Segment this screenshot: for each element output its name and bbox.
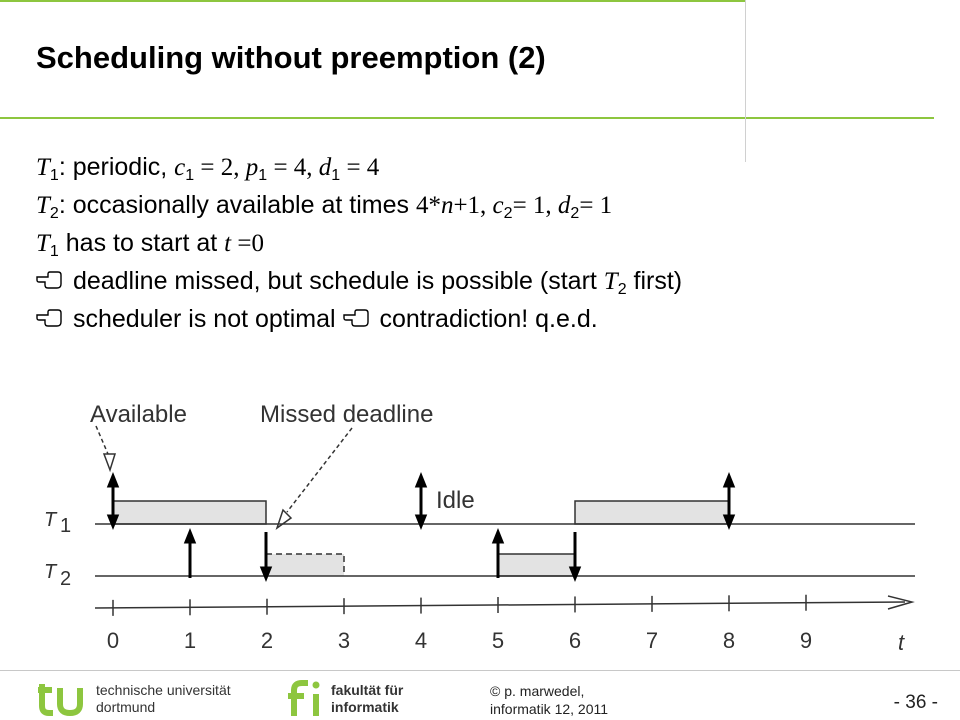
author-line-2: informatik 12, 2011 xyxy=(490,701,609,717)
t1-arrival-deadline-4 xyxy=(417,476,425,526)
bullet-line-5 xyxy=(36,300,682,338)
d-symbol: d xyxy=(318,154,332,181)
time-tick-label-0: 0 xyxy=(106,628,120,653)
line4-text: deadline missed, but schedule is possible (start xyxy=(66,267,604,295)
time-tick-label-1: 1 xyxy=(183,628,197,653)
line5-text-end: contradiction! q.e.d. xyxy=(372,305,598,333)
university-name xyxy=(96,682,231,716)
t1-row-sub: 1 xyxy=(60,515,72,537)
copyright-icon: © xyxy=(490,683,501,699)
pointing-hand-icon xyxy=(36,300,66,338)
available-pointer xyxy=(96,426,108,454)
university-line-2: dortmund xyxy=(96,699,156,715)
time-axis-label: t xyxy=(898,630,905,655)
line3-text: has to start at xyxy=(58,229,225,257)
c2-value: = 1, xyxy=(512,192,558,219)
c2-symbol: c xyxy=(492,192,504,219)
times-expr: 4* xyxy=(415,192,441,219)
missed-pointer-head xyxy=(277,510,291,528)
time-tick-label-8: 8 xyxy=(722,628,736,653)
bullet-line-3 xyxy=(36,224,682,262)
missed-deadline-label: Missed deadline xyxy=(260,401,434,428)
t1-symbol: T xyxy=(36,154,50,181)
t2-symbol: T xyxy=(36,192,50,219)
time-tick-label-7: 7 xyxy=(645,628,659,653)
n-symbol: n xyxy=(440,192,454,219)
fi-logo xyxy=(288,680,328,716)
title-underline xyxy=(0,117,934,119)
times-offset: +1, xyxy=(453,192,493,219)
time-tick-label-2: 2 xyxy=(260,628,274,653)
slide-title: Scheduling without preemption (2) xyxy=(36,40,546,75)
pointing-hand-icon xyxy=(343,300,373,338)
p-value: = 4, xyxy=(267,154,319,181)
university-line-1: technische universität xyxy=(96,682,231,698)
d-subscript: 1 xyxy=(331,167,341,184)
time-tick-label-3: 3 xyxy=(337,628,351,653)
t-value: =0 xyxy=(231,230,264,257)
d-value: = 4 xyxy=(340,154,380,181)
top-green-line xyxy=(0,0,746,2)
t2-subscript-2: 2 xyxy=(617,281,627,298)
bullet-line-1 xyxy=(36,148,682,186)
t1-job2-bar xyxy=(575,501,729,524)
line2-text: : occasionally available at times xyxy=(58,191,416,219)
time-axis xyxy=(95,602,905,608)
t2-subscript: 2 xyxy=(49,205,59,222)
d2-value: = 1 xyxy=(579,192,613,219)
bullet-line-4 xyxy=(36,262,682,300)
t1-symbol-2: T xyxy=(36,230,50,257)
t1-row-letter: T xyxy=(44,509,57,531)
time-tick-label-5: 5 xyxy=(491,628,505,653)
t2-late-job-bar xyxy=(266,554,344,576)
d2-subscript: 2 xyxy=(570,205,580,222)
missed-pointer xyxy=(287,428,352,512)
t2-job-bar xyxy=(498,554,575,576)
available-pointer-head xyxy=(104,454,115,470)
line1-text: : periodic, xyxy=(58,153,175,181)
c-subscript: 1 xyxy=(185,167,195,184)
schedule-diagram xyxy=(0,380,960,680)
tu-logo xyxy=(38,680,94,716)
bullet-line-2 xyxy=(36,186,682,224)
corner-vertical-line xyxy=(745,0,746,162)
t1-job1-bar xyxy=(113,501,266,524)
c-value: = 2, xyxy=(194,154,246,181)
c2-subscript: 2 xyxy=(503,205,513,222)
faculty-name xyxy=(331,682,403,716)
idle-label: Idle xyxy=(436,487,475,514)
p-symbol: p xyxy=(245,154,259,181)
page-number: - 36 - xyxy=(893,692,938,713)
t1-subscript: 1 xyxy=(49,167,59,184)
c-symbol: c xyxy=(174,154,186,181)
pointing-hand-icon xyxy=(36,262,66,300)
available-label: Available xyxy=(90,401,187,428)
time-tick-label-6: 6 xyxy=(568,628,582,653)
author-credit xyxy=(490,682,608,718)
author-line-1: p. marwedel, xyxy=(500,683,585,699)
t1-subscript-2: 1 xyxy=(49,243,59,260)
faculty-line-2: informatik xyxy=(331,699,399,715)
p-subscript: 1 xyxy=(258,167,268,184)
faculty-line-1: fakultät für xyxy=(331,682,404,698)
time-tick-label-9: 9 xyxy=(799,628,813,653)
time-tick-label-4: 4 xyxy=(414,628,428,653)
t2-row-letter: T xyxy=(44,561,57,583)
line5-text: scheduler is not optimal xyxy=(66,305,343,333)
bullet-list xyxy=(36,148,682,338)
t2-arrival-1 xyxy=(186,532,194,578)
t2-symbol-2: T xyxy=(603,268,618,295)
line4-text-end: first) xyxy=(626,267,683,295)
t-symbol: t xyxy=(224,230,232,257)
d2-symbol: d xyxy=(557,192,571,219)
t2-row-sub: 2 xyxy=(60,568,72,590)
